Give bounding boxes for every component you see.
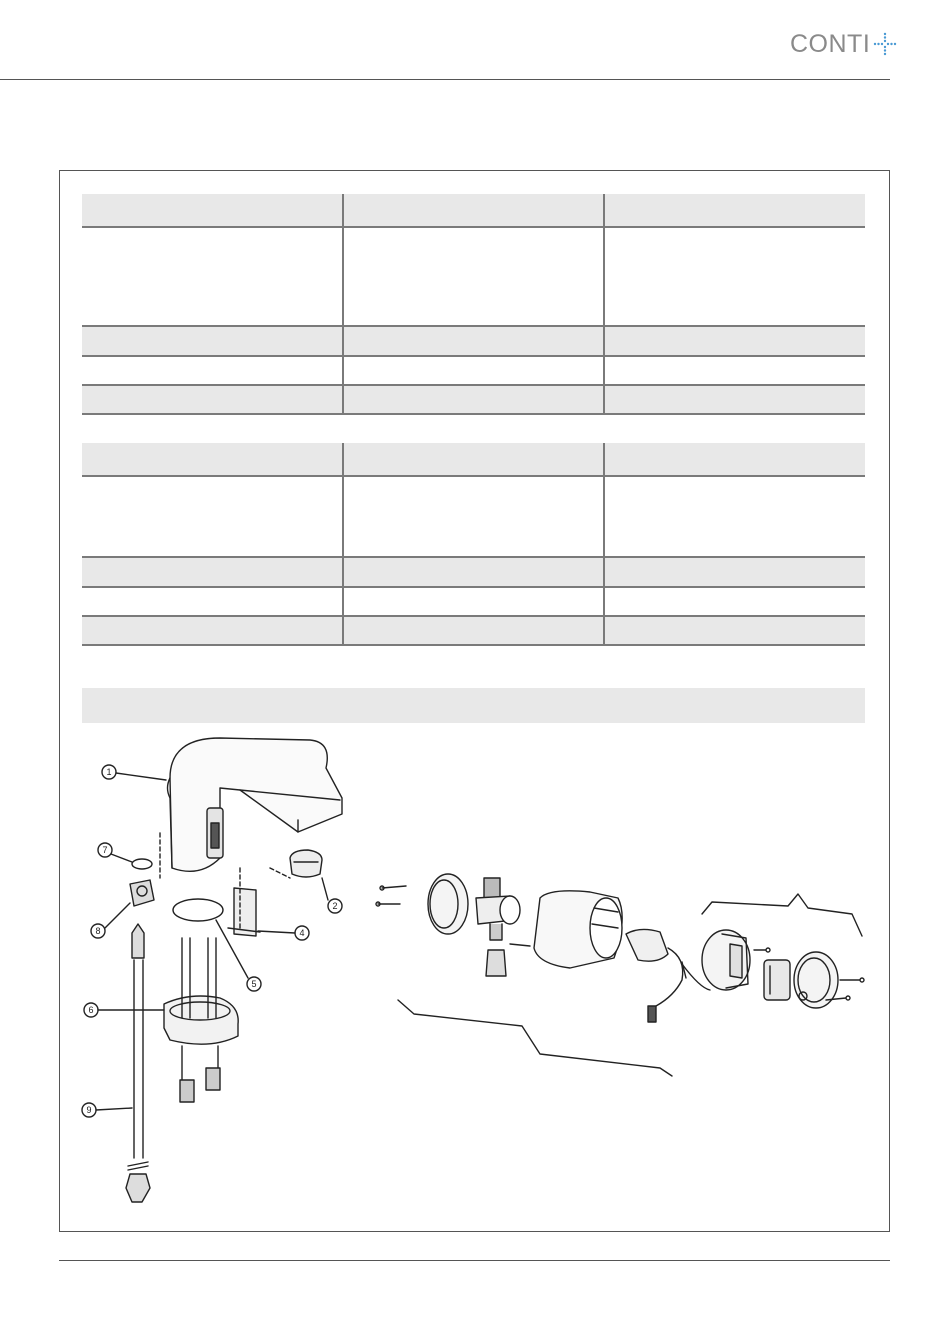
table-row bbox=[82, 386, 865, 415]
table-cell bbox=[344, 386, 606, 413]
table-cell bbox=[344, 477, 606, 556]
spec-table-2 bbox=[82, 443, 865, 646]
plus-cross-icon bbox=[872, 31, 898, 57]
section-header-bar bbox=[82, 688, 865, 723]
svg-text:5: 5 bbox=[251, 979, 257, 989]
table-cell bbox=[82, 443, 344, 475]
table-row bbox=[82, 443, 865, 477]
svg-text:4: 4 bbox=[299, 928, 305, 938]
table-cell bbox=[344, 327, 606, 355]
table-row bbox=[82, 588, 865, 617]
footer-divider bbox=[59, 1260, 890, 1261]
table-cell bbox=[605, 558, 865, 586]
table-cell bbox=[605, 443, 865, 475]
brand-logo bbox=[790, 28, 898, 60]
table-cell bbox=[605, 228, 865, 325]
svg-text:7: 7 bbox=[102, 845, 108, 855]
table-row bbox=[82, 357, 865, 386]
table-cell bbox=[82, 558, 344, 586]
table-row bbox=[82, 228, 865, 327]
header-divider bbox=[0, 79, 890, 80]
table-row bbox=[82, 327, 865, 357]
svg-text:9: 9 bbox=[86, 1105, 92, 1115]
table-cell bbox=[605, 194, 865, 226]
table-cell bbox=[82, 327, 344, 355]
table-cell bbox=[605, 386, 865, 413]
svg-text:1: 1 bbox=[106, 767, 112, 777]
svg-text:6: 6 bbox=[88, 1005, 94, 1015]
table-cell bbox=[344, 558, 606, 586]
svg-text:2: 2 bbox=[332, 901, 338, 911]
table-cell bbox=[344, 617, 606, 644]
table-row bbox=[82, 194, 865, 228]
table-cell bbox=[82, 588, 344, 615]
table-cell bbox=[605, 617, 865, 644]
table-cell bbox=[82, 228, 344, 325]
table-cell bbox=[82, 357, 344, 384]
table-cell bbox=[344, 443, 606, 475]
battery-box-icon bbox=[682, 894, 864, 1008]
table-cell bbox=[82, 477, 344, 556]
table-row bbox=[82, 477, 865, 558]
spec-table-1 bbox=[82, 194, 865, 415]
table-cell bbox=[344, 588, 606, 615]
table-cell bbox=[605, 588, 865, 615]
svg-text:8: 8 bbox=[95, 926, 101, 936]
table-row bbox=[82, 617, 865, 646]
table-cell bbox=[344, 194, 606, 226]
table-cell bbox=[82, 617, 344, 644]
table-cell bbox=[605, 357, 865, 384]
table-cell bbox=[344, 357, 606, 384]
solenoid-valve-icon bbox=[376, 874, 686, 1076]
table-cell bbox=[344, 228, 606, 325]
exploded-diagram bbox=[70, 728, 880, 1223]
brand-name: CONTI bbox=[790, 29, 871, 58]
table-cell bbox=[605, 327, 865, 355]
table-row bbox=[82, 558, 865, 588]
table-cell bbox=[605, 477, 865, 556]
table-cell bbox=[82, 194, 344, 226]
table-cell bbox=[82, 386, 344, 413]
